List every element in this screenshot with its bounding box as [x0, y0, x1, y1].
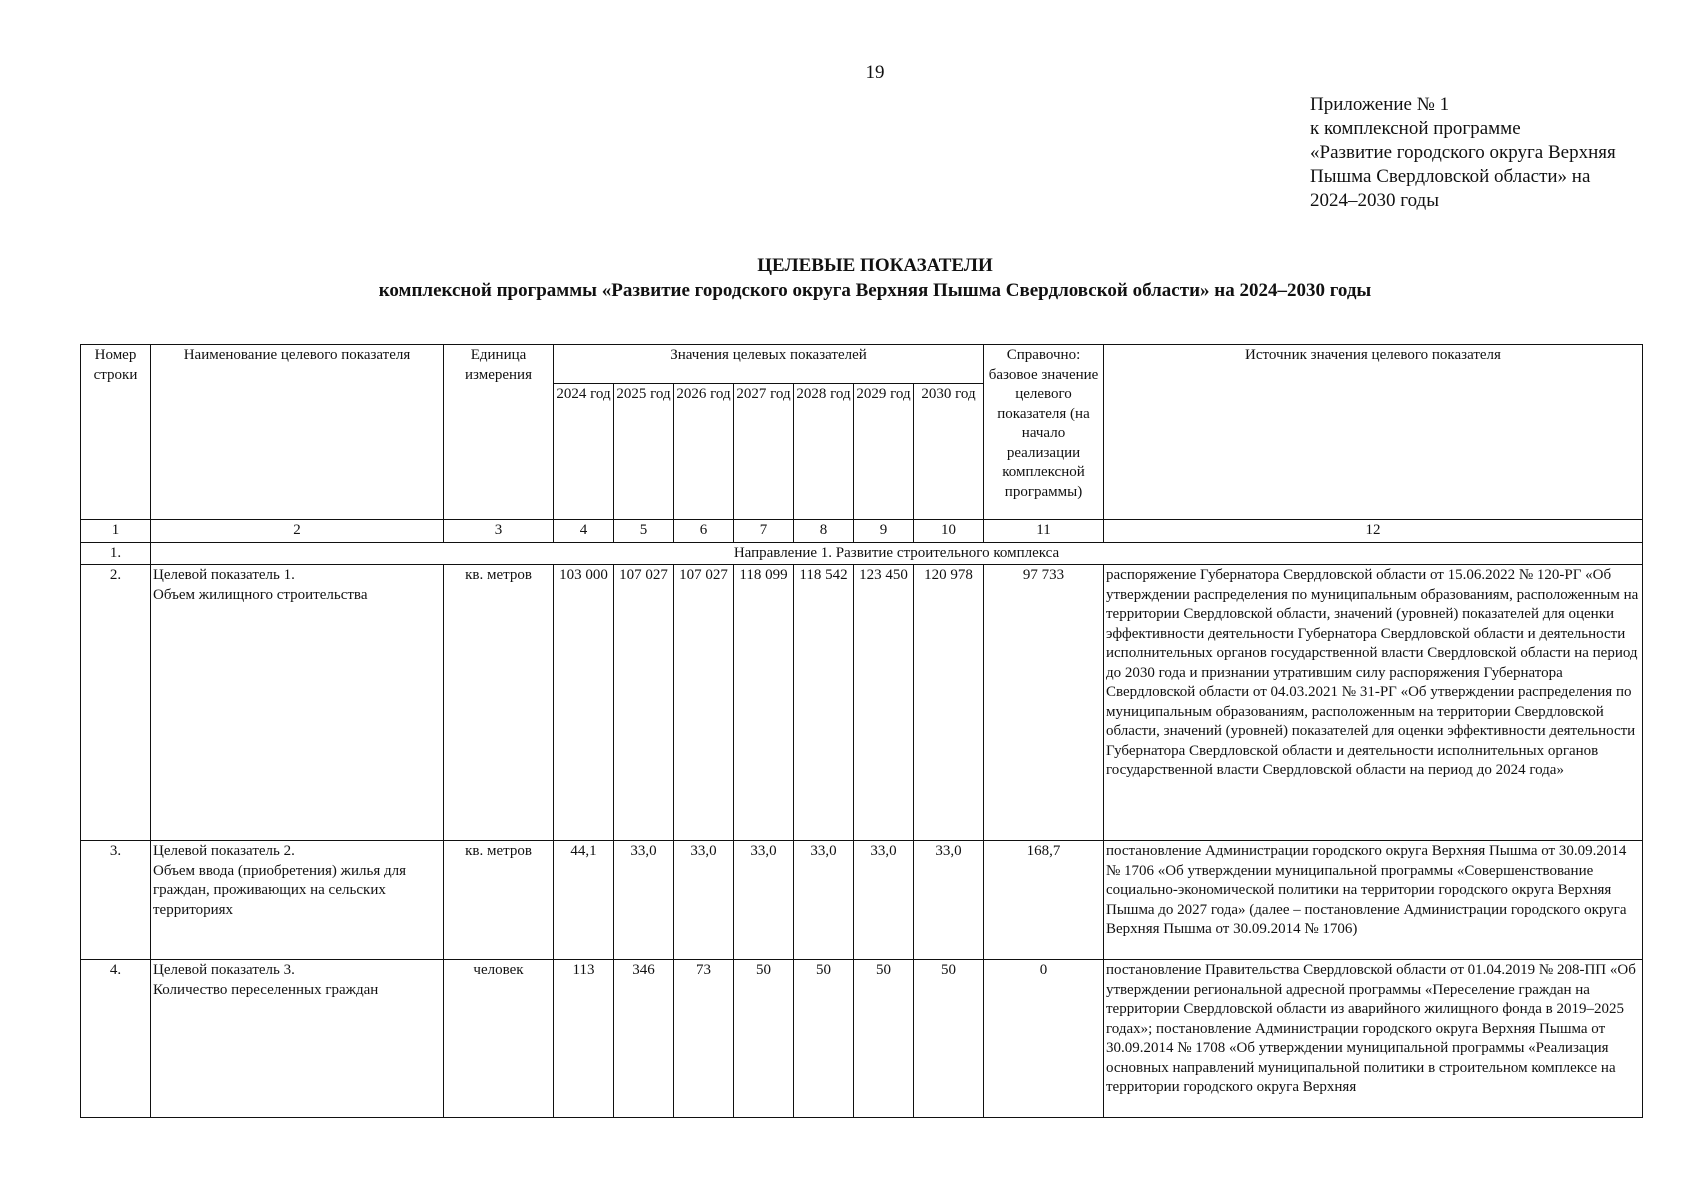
column-number: 7 — [734, 520, 794, 543]
column-number: 3 — [444, 520, 554, 543]
value-cell: 50 — [734, 960, 794, 1118]
table-row — [81, 960, 1643, 1118]
row-number: 2. — [81, 565, 151, 841]
indicator-name — [151, 841, 444, 960]
section-title: Направление 1. Развитие строительного комплекса — [151, 542, 1643, 565]
header-year: 2027 год — [734, 384, 794, 520]
source-cell: постановление Администрации городского округа Верхняя Пышма от 30.09.2014 № 1706 «Об утверждении муниципальной программы «Совершенствование социально-экономической политики на территории городского округа Верхняя Пышма до 2027 года» (далее – постановление Администрации городского округа Верхняя Пышма от 30.09.2014 № 1706) — [1104, 841, 1643, 960]
appendix-line: 2024–2030 годы — [1310, 190, 1439, 211]
row-number: 4. — [81, 960, 151, 1118]
baseline-cell: 97 733 — [984, 565, 1104, 841]
indicator-name — [151, 565, 444, 841]
value-cell: 33,0 — [794, 841, 854, 960]
column-number: 8 — [794, 520, 854, 543]
column-number: 12 — [1104, 520, 1643, 543]
appendix-note — [1310, 93, 1680, 213]
value-cell: 33,0 — [854, 841, 914, 960]
appendix-line: «Развитие городского округа Верхняя — [1310, 142, 1616, 163]
header-year: 2025 год — [614, 384, 674, 520]
indicator-description: Объем ввода (приобретения) жилья для граждан, проживающих на сельских территориях — [153, 862, 407, 918]
column-number: 11 — [984, 520, 1104, 543]
value-cell: 44,1 — [554, 841, 614, 960]
column-number: 9 — [854, 520, 914, 543]
source-cell: постановление Правительства Свердловской области от 01.04.2019 № 208-ПП «Об утверждении региональной адресной программы «Переселение граждан на территории Свердловской области из аварийного жилищного фонда в 2019–2025 годах»; постановление Администрации городского округа Верхняя Пышма от 30.09.2014 № 1708 «Об утверждении муниципальной программы «Реализация основных направлений муниципальной политики в строительном комплексе на территории городского округа Верхняя — [1104, 960, 1643, 1118]
section-row — [81, 542, 1643, 565]
column-number: 1 — [81, 520, 151, 543]
header-year: 2024 год — [554, 384, 614, 520]
header-row-1 — [81, 345, 1643, 384]
value-cell: 113 — [554, 960, 614, 1118]
column-number: 5 — [614, 520, 674, 543]
header-name: Наименование целевого показателя — [151, 345, 444, 520]
value-cell: 33,0 — [614, 841, 674, 960]
title-line-2: комплексной программы «Развитие городского округа Верхняя Пышма Свердловской области» на 2024–2030 годы — [378, 280, 1372, 301]
column-number: 6 — [674, 520, 734, 543]
indicators-table — [80, 344, 1643, 1118]
value-cell: 50 — [914, 960, 984, 1118]
value-cell: 50 — [854, 960, 914, 1118]
appendix-line: к комплексной программе — [1310, 118, 1521, 139]
unit-cell: кв. метров — [444, 841, 554, 960]
indicator-label: Целевой показатель 1. — [153, 567, 295, 583]
indicator-description: Объем жилищного строительства — [153, 586, 368, 603]
column-numbers-row — [81, 520, 1643, 543]
value-cell: 118 099 — [734, 565, 794, 841]
value-cell: 107 027 — [674, 565, 734, 841]
column-number: 4 — [554, 520, 614, 543]
unit-cell: человек — [444, 960, 554, 1118]
section-number: 1. — [81, 542, 151, 565]
column-number: 10 — [914, 520, 984, 543]
header-year: 2028 год — [794, 384, 854, 520]
appendix-line: Приложение № 1 — [1310, 94, 1450, 115]
header-source: Источник значения целевого показателя — [1104, 345, 1643, 520]
row-number: 3. — [81, 841, 151, 960]
value-cell: 346 — [614, 960, 674, 1118]
value-cell: 33,0 — [734, 841, 794, 960]
baseline-cell: 168,7 — [984, 841, 1104, 960]
value-cell: 50 — [794, 960, 854, 1118]
value-cell: 33,0 — [914, 841, 984, 960]
unit-cell: кв. метров — [444, 565, 554, 841]
indicator-label: Целевой показатель 2. — [153, 843, 295, 859]
value-cell: 107 027 — [614, 565, 674, 841]
source-cell: распоряжение Губернатора Свердловской области от 15.06.2022 № 120-РГ «Об утверждении распределения по муниципальным образованиям, расположенным на территории Свердловской области, значений (уровней) показателей для оценки эффективности деятельности Губернатора Свердловской области и деятельности исполнительных органов государственной власти Свердловской области на период до 2030 года и признании утратившим силу распоряжения Губернатора Свердловской области от 04.03.2021 № 31-РГ «Об утверждении распределения по муниципальным образованиям, расположенным на территории Свердловской области, значений (уровней) показателей для оценки эффективности деятельности Губернатора Свердловской области и деятельности исполнительных органов государственной власти Свердловской области на период до 2024 года» — [1104, 565, 1643, 841]
value-cell: 118 542 — [794, 565, 854, 841]
indicator-label: Целевой показатель 3. — [153, 962, 295, 978]
value-cell: 120 978 — [914, 565, 984, 841]
appendix-line: Пышма Свердловской области» на — [1310, 166, 1591, 187]
title-line-1: ЦЕЛЕВЫЕ ПОКАЗАТЕЛИ — [757, 255, 993, 276]
page-number: 19 — [865, 62, 885, 83]
table-row — [81, 841, 1643, 960]
indicator-description: Количество переселенных граждан — [153, 981, 379, 998]
header-year: 2029 год — [854, 384, 914, 520]
header-unit: Единица измерения — [444, 345, 554, 520]
document-title — [0, 253, 1695, 303]
header-baseline: Справочно: базовое значение целевого показателя (на начало реализации комплексной программы) — [984, 345, 1104, 520]
header-row-number: Номер строки — [81, 345, 151, 520]
header-year: 2026 год — [674, 384, 734, 520]
value-cell: 73 — [674, 960, 734, 1118]
column-number: 2 — [151, 520, 444, 543]
value-cell: 33,0 — [674, 841, 734, 960]
value-cell: 103 000 — [554, 565, 614, 841]
table-row — [81, 565, 1643, 841]
baseline-cell: 0 — [984, 960, 1104, 1118]
indicator-name — [151, 960, 444, 1118]
header-values-group: Значения целевых показателей — [554, 345, 984, 384]
value-cell: 123 450 — [854, 565, 914, 841]
header-year: 2030 год — [914, 384, 984, 520]
